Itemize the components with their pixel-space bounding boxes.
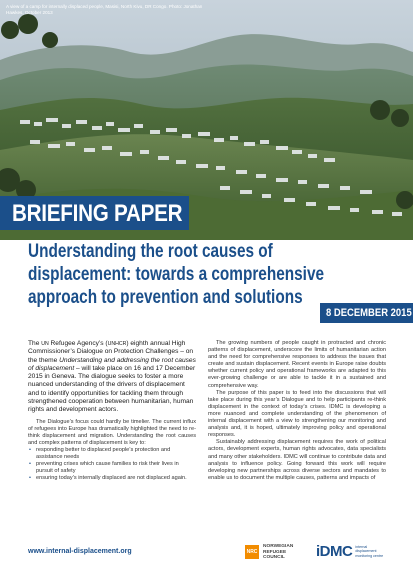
lead-text-1: The bbox=[28, 340, 42, 347]
body-paragraph: The growing numbers of people caught in protracted and chronic patterns of displacement, underscore the limits of humanitarian action and the need for comprehensive responses to address the issues that create and sustain displacement. Recent events in Europe raise doubts whether current policy and operational frameworks are adapted to this ever-growing challenge or are able to tackle it in a sustained and comprehensive way. bbox=[208, 340, 386, 389]
nrc-logo-icon: NRC bbox=[245, 545, 259, 559]
idmc-name: internal displacement monitoring centre bbox=[355, 545, 384, 558]
left-column bbox=[28, 340, 196, 483]
idmc-logo-icon: iDMC bbox=[316, 543, 353, 560]
idmc-logo-block bbox=[316, 543, 385, 560]
lead-theme: Understanding and addressing the root causes of displacement bbox=[28, 356, 196, 372]
body-paragraph: The Dialogue’s focus could hardly be timelier. The current influx of refugees into Europe has dramatically highlighted the need to re-think displacement and migration. Understanding the root causes and complex patterns of displacement is key to: bbox=[28, 418, 196, 446]
lead-acronym-un: UN bbox=[41, 341, 49, 347]
lead-text-3: ) eighth annual High Commissioner’s Dialogue on Protection Challenges – on the theme bbox=[28, 340, 194, 364]
body-paragraph: Sustainably addressing displacement requires the work of political actors, development experts, human rights advocates, data specialists and many other stakeholders. IDMC will continue to contribute data and analysis to influence policy. Going forward this work will require developing new partnerships across diverse sectors and mandates to enable us to document the multiple causes, patterns and impacts of bbox=[208, 439, 386, 481]
body-paragraph: The purpose of this paper is to feed into the discussions that will take place during this year’s Dialogue and to help participants re-think displacement in the context of today’s crises. IDMC is developing a more nuanced and complete understanding of the phenomenon of internal displacement with a view to strengthening our monitoring and analysis and, it is hoped, ultimately improving policy and operational responses. bbox=[208, 389, 386, 439]
lead-paragraph bbox=[28, 340, 196, 415]
website-link[interactable]: www.internal-displacement.org bbox=[28, 548, 132, 555]
nrc-logo-block bbox=[245, 544, 309, 561]
photo-caption: A view of a camp for internally displaced people, Masisi, North Kivu, DR Congo. Photo: Jonathan Hawkes, October 2013 bbox=[6, 4, 203, 15]
list-item: • ensuring today’s internally displaced are not displaced again. bbox=[36, 475, 196, 482]
publication-date: 8 DECEMBER 2015 bbox=[326, 307, 412, 319]
paper-title: Understanding the root causes of displacement: towards a comprehensive approach to prevention and solutions bbox=[28, 241, 325, 308]
right-column bbox=[208, 340, 386, 482]
key-points-list bbox=[28, 447, 196, 482]
lead-text-2: Refugee Agency’s ( bbox=[48, 340, 108, 347]
lead-text-4: – will take place on 16 and 17 December 2015 in Geneva. The dialogue seeks to foster a more nuanced understanding of the drivers of displacement and to identify opportunities for tackling them through strengthened cooperation between humanitarian, human rights and development actors. bbox=[28, 364, 196, 414]
nrc-name: NORWEGIAN REFUGEE COUNCIL bbox=[263, 544, 294, 561]
list-item: • responding better to displaced people’s protection and assistance needs bbox=[36, 447, 196, 461]
list-item: • preventing crises which cause families to risk their lives in pursuit of safety bbox=[36, 461, 196, 475]
lead-acronym-unhcr: UNHCR bbox=[107, 341, 127, 347]
briefing-label: BRIEFING PAPER bbox=[12, 200, 183, 227]
